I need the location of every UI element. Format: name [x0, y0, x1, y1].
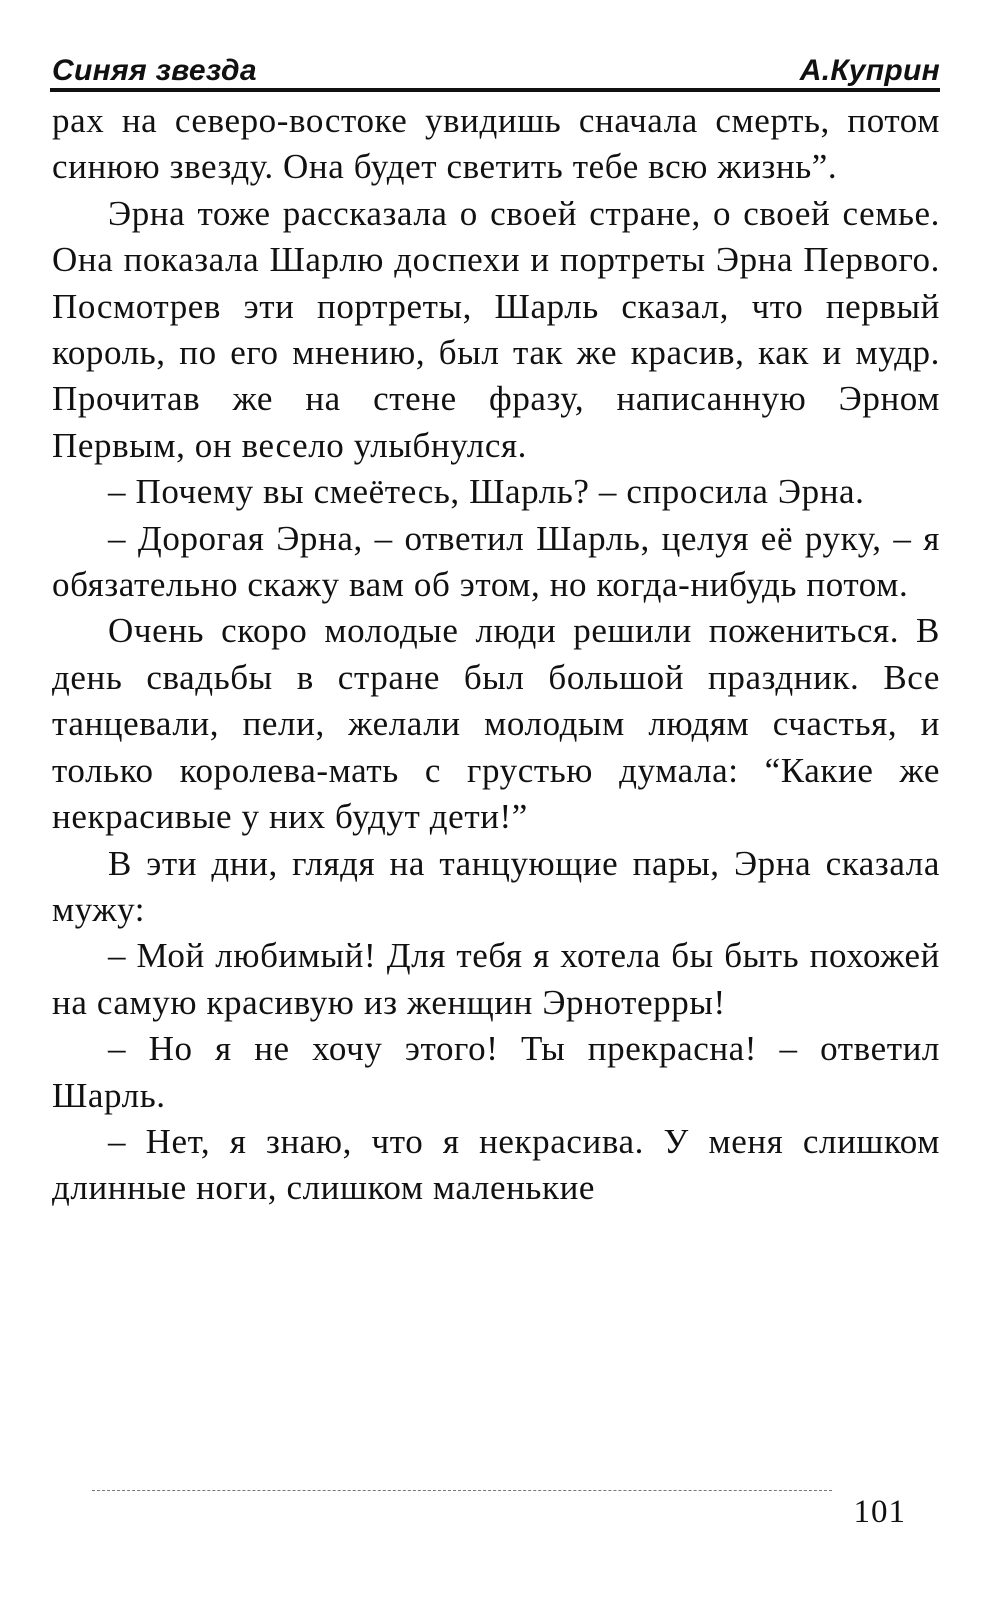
- paragraph: – Мой любимый! Для тебя я хотела бы быть похожей на самую красивую из женщин Эрнотерры!: [52, 936, 940, 1022]
- paragraph: – Дорогая Эрна, – ответил Шарль, целуя её руку, – я обязательно скажу вам об этом, но когда-нибудь потом.: [52, 518, 940, 605]
- paragraph: рах на северо-востоке увидишь сначала смерть, потом синюю звезду. Она будет светить тебе всю жизнь”.: [52, 101, 940, 187]
- paragraph: Эрна тоже рассказала о своей стране, о своей семье. Она показала Шарлю доспехи и портреты Эрна Первого. Посмотрев эти портреты, Шарль сказал, что первый король, по его мнению, был так же красив, как и мудр. Прочитав же на стене фразу, написанную Эрном Первым, он весело улыбнулся.: [52, 193, 940, 465]
- body-text: [52, 98, 940, 1212]
- footer-rule: [92, 1490, 832, 1491]
- header-rule: [50, 88, 940, 92]
- page-number: 101: [853, 1494, 906, 1530]
- paragraph: Очень скоро молодые люди решили пожениться. В день свадьбы в стране был большой праздник. Все танцевали, пели, желали молодым людям счастья, и только королева-мать с грустью думала: “Какие же некрасивые у них будут дети!”: [52, 611, 940, 837]
- paragraph: – Почему вы смеётесь, Шарль? – спросила Эрна.: [108, 472, 865, 512]
- running-header: [52, 44, 940, 88]
- paragraph: В эти дни, глядя на танцующие пары, Эрна сказала мужу:: [52, 843, 940, 929]
- book-title: Синяя звезда: [52, 54, 257, 87]
- paragraph: – Нет, я знаю, что я некрасива. У меня слишком длинные ноги, слишком маленькие: [52, 1121, 940, 1208]
- paragraph: – Но я не хочу этого! Ты прекрасна! – ответил Шарль.: [52, 1029, 940, 1115]
- author-name: А.Куприн: [799, 54, 940, 87]
